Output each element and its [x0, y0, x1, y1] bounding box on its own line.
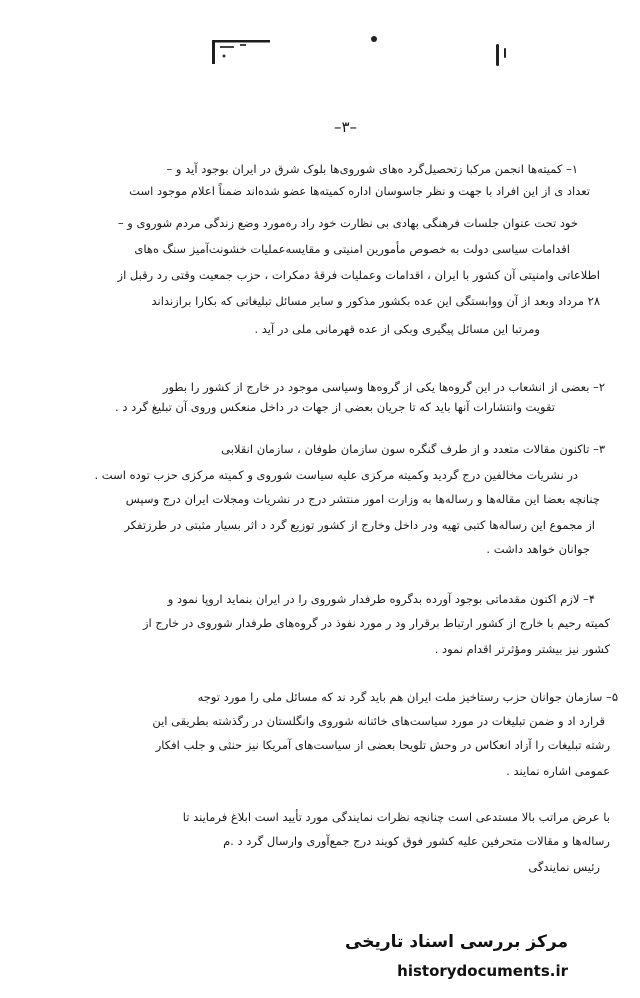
page-number: –۳–: [334, 118, 358, 136]
document-line: ۳– تاکنون مقالات متعدد و از طرف گنگره سون سازمان طوفان ، سازمان انقلابی: [221, 442, 605, 456]
document-line: چنانچه بعضا این مقاله‌ها و رساله‌ها به وزارت امور منتشر درج در نشریات ومجلات ایران درج وسپس: [125, 492, 600, 506]
archive-footer: [340, 924, 630, 990]
document-line: ۲۸ مرداد وبعد از آن ووابستگی این عده بکشور مذکور و سایر مسائل تبلیغاتی که بکارا برازنداند: [151, 294, 600, 308]
document-line: ۵– سازمان جوانان حزب رستاخیز ملت ایران هم باید گرد ند که مسائل ملی را مورد توجه: [197, 690, 618, 704]
document-line: ۲– بعضی از انشعاب در این گروه‌ها یکی از گروه‌ها وسیاسی موجود در خارج از کشور را بطور: [162, 380, 605, 394]
document-line: قرارد اد و ضمن تبلیغات در مورد سیاست‌های خائنانه شوروی وانگلستان در رگذشته بطریقی این: [152, 714, 605, 728]
ink-speck: [504, 48, 506, 58]
document-line: با عرض مراتب بالا مستدعی است چنانچه نظرات نمایندگی مورد تأیید است ابلاغ فرمایند تا: [182, 810, 610, 824]
document-line: کشور نیز بیشتر ومؤثرتر اقدام نمود .: [434, 642, 610, 656]
document-line: تعداد ی از این افراد با جهت و نظر جاسوسان اداره کمیته‌ها عضو شده‌اند ضمناً اعلام موجود است: [129, 184, 590, 198]
ink-mark-icon: [210, 38, 272, 68]
document-line: اطلاعاتی وامنیتی آن کشور با ایران ، اقدامات وعملیات فرقهٔ دمکرات ، حزب جمعیت وقتی رد رقبل از: [117, 268, 600, 282]
document-line: از مجموع این رساله‌ها کتبی تهیه ودر داخل وخارج از کشور توزیع گرد د اثر بسیار مثبتی در طرزتفکر: [124, 518, 595, 532]
ink-speck: [371, 36, 377, 42]
document-line: اقدامات سیاسی دولت به خصوص مأمورین امنیتی و مقایسه‌عملیات خشونت‌آمیز سنگ ه‌های: [134, 242, 570, 256]
document-line: کمیته رحیم با خارج از کشور ارتباط برقرار ود ر مورد نفوذ در گروه‌های طرفدار شوروی در خارج از: [143, 616, 610, 630]
ink-speck: [496, 44, 499, 66]
document-line: رشته تبلیغات را آزاد انعکاس در وحش تلویحا بعضی از سیاست‌های آمریکا نیز حنثی و جلب افکار: [155, 738, 610, 752]
document-line: رئیس نمایندگی: [528, 860, 600, 874]
document-line: تقویت وانتشارات آنها باید که تا جریان بعضی از جهات در داخل منعکس وروی آن تبلیغ گرد د .: [115, 400, 555, 414]
document-line: ۱– کمیته‌ها انجمن مرکبا زتحصیل‌گرد ه‌های شوروی‌ها بلوک شرق در ایران بوجود آید و –: [166, 162, 578, 176]
document-line: ومرتبا این مسائل پیگیری وبکی از عده قهرمانی ملی در آید .: [254, 322, 540, 336]
document-line: عمومی اشاره نمایند .: [506, 764, 610, 778]
archive-url[interactable]: historydocuments.ir: [397, 962, 568, 980]
archive-name: مرکز بررسی اسناد تاریخی: [345, 932, 568, 952]
document-line: در نشریات مخالفین درج گردید وکمیته مرکزی علیه سیاست شوروی و کمیته مرکزی حزب توده است .: [94, 468, 578, 482]
document-line: رساله‌ها و مقالات متحرفین علیه کشور فوق کویند درج جمع‌آوری وارسال گرد د .م: [223, 834, 610, 848]
document-line: جوانان خواهد داشت .: [486, 542, 590, 556]
document-line: خود تحت عنوان جلسات فرهنگی بهادی بی نظارت خود راد ره‌مورد وضع زندگی مردم شوروی و –: [117, 216, 578, 230]
document-line: ۴– لازم اکنون مقدماتی بوجود آورده بدگروه طرفدار شوروی را در ایران بنماید اروپا نمود و: [167, 592, 595, 606]
